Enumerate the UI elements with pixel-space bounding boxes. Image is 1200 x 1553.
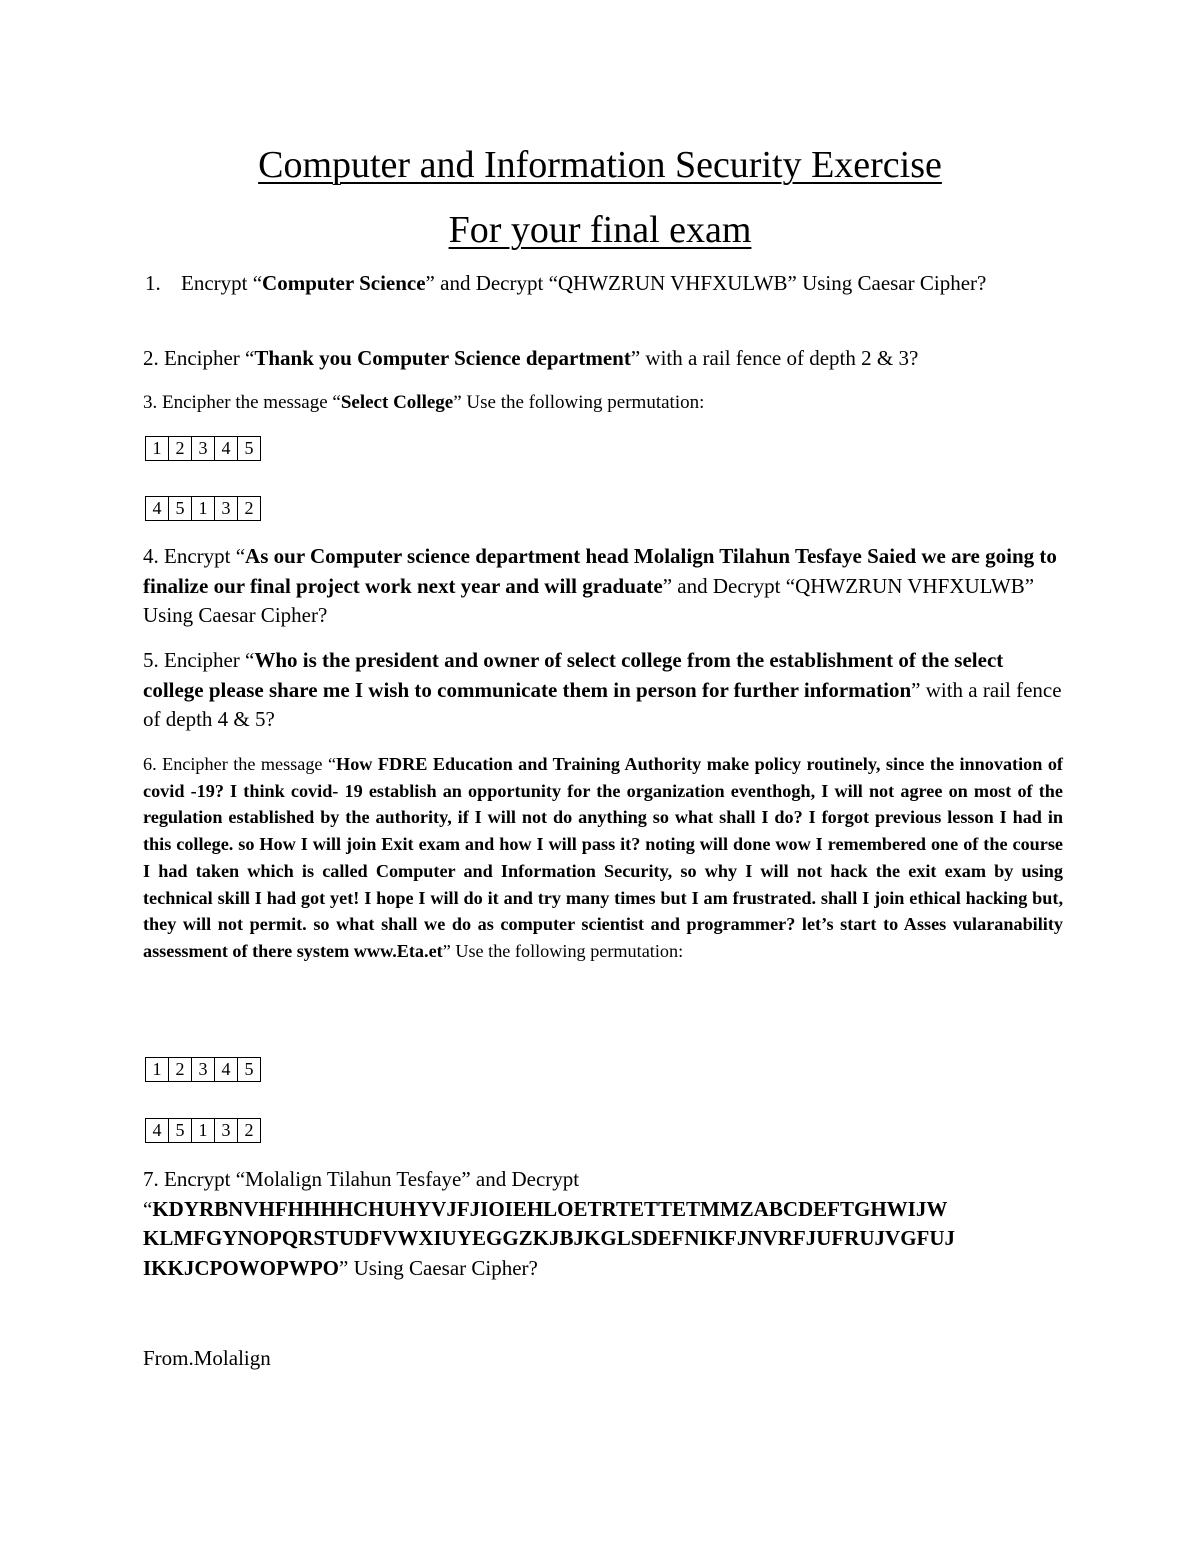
perm-cell: 4 [146,497,169,521]
question-1-body [181,269,1063,299]
permutation-table-top-q3 [145,436,261,461]
perm-cell: 2 [238,497,261,521]
question-7-ciphertext-line-1: KDYRBNVHFHHHHCHUHYVJFJIOIEHLOETRTETTETMMZABCDEFTGHWIJW [152,1196,948,1221]
question-7-text-a: 7. Encrypt “Molalign Tilahun Tesfaye” and Decrypt “ [143,1167,580,1221]
permutation-table-bottom-q6 [145,1118,261,1143]
question-3-text-a: 3. Encipher the message “ [143,392,341,413]
question-1-plaintext: Computer Science [262,271,426,295]
perm-cell: 5 [238,437,261,461]
perm-cell: 3 [215,497,238,521]
perm-cell: 1 [192,497,215,521]
perm-cell: 4 [215,1058,238,1082]
question-4 [143,542,1063,631]
perm-cell: 5 [169,1119,192,1143]
document-title: Computer and Information Security Exercise [258,144,942,186]
permutation-table-bottom-q3 [145,496,261,521]
question-6-text-a: 6. Encipher the message “ [143,754,337,774]
perm-cell: 1 [192,1119,215,1143]
perm-cell: 5 [169,497,192,521]
question-4-plaintext: As our Computer science department head Molalign Tilahun Tesfaye Saied we are going to finalize our final project work next year and will graduate [143,544,1057,598]
question-2-text-c: ” with a rail fence of depth 2 & 3? [630,346,919,370]
perm-cell: 1 [146,437,169,461]
perm-cell: 3 [215,1119,238,1143]
question-5-plaintext: Who is the president and owner of select college from the establishment of the select college please share me I wish to communicate them in person for further information [143,648,1004,702]
question-6-plaintext: How FDRE Education and Training Authority make policy routinely, since the innovation of covid -19? I think covid- 19 establish an opportunity for the organization eventhogh, I will not agree on most of the regulation established by the authority, if I will not do anything so what shall I do? I forgot previous lesson I had in this college. so How I will join Exit exam and how I will pass it? noting will done wow I remembered one of the course I had taken which is called Computer and Information Security, so why I will not hack the exit exam by using technical skill I had got yet! I hope I will do it and try many times but I am frustrated. shall I join ethical hacking but, they will not permit. so what shall we do as computer scientist and programmer? let’s start to Asses vularanability assessment of there system www.Eta.et [143,754,1063,961]
question-2-plaintext: Thank you Computer Science department [254,346,631,370]
perm-cell: 5 [238,1058,261,1082]
perm-cell: 3 [192,437,215,461]
author-signoff: From.Molalign [143,1346,271,1370]
perm-cell: 1 [146,1058,169,1082]
question-3-text-c: ” Use the following permutation: [453,392,705,413]
question-1 [143,269,1063,299]
question-7-ciphertext-line-3: IKKJCPOWOPWPO [143,1255,339,1280]
question-2 [143,344,1063,374]
perm-cell: 2 [169,1058,192,1082]
permutation-table-top-q6 [145,1057,261,1082]
document-subtitle: For your final exam [448,209,752,251]
question-7-text-c: ” Using Caesar Cipher? [339,1255,538,1280]
perm-cell: 2 [238,1119,261,1143]
question-1-text-a: Encrypt “ [181,271,263,295]
question-3 [143,388,1063,418]
question-1-number: 1. [145,271,161,295]
perm-cell: 4 [215,437,238,461]
question-5-text-a: 5. Encipher “ [143,648,255,672]
perm-cell: 2 [169,437,192,461]
question-7-ciphertext-line-2: KLMFGYNOPQRSTUDFVWXIUYEGGZKJBJKGLSDEFNIKFJNVRFJUFRUJVGFUJ [143,1226,956,1250]
question-6-text-c: ” Use the following permutation: [442,940,684,961]
question-3-plaintext: Select College [340,392,454,413]
question-4-text-c: ” and Decrypt “QHWZRUN VHFXULWB” Using Caesar Cipher? [143,573,1035,627]
perm-cell: 4 [146,1119,169,1143]
question-4-text-a: 4. Encrypt “ [143,544,246,568]
perm-cell: 3 [192,1058,215,1082]
question-5-text-c: ” with a rail fence of depth 4 & 5? [143,677,1062,731]
question-5 [143,646,1063,735]
question-2-text-a: 2. Encipher “ [143,346,255,370]
question-7 [143,1165,1063,1283]
question-1-text-c: ” and Decrypt “QHWZRUN VHFXULWB” Using Caesar Cipher? [425,271,987,295]
question-6 [143,751,1063,965]
